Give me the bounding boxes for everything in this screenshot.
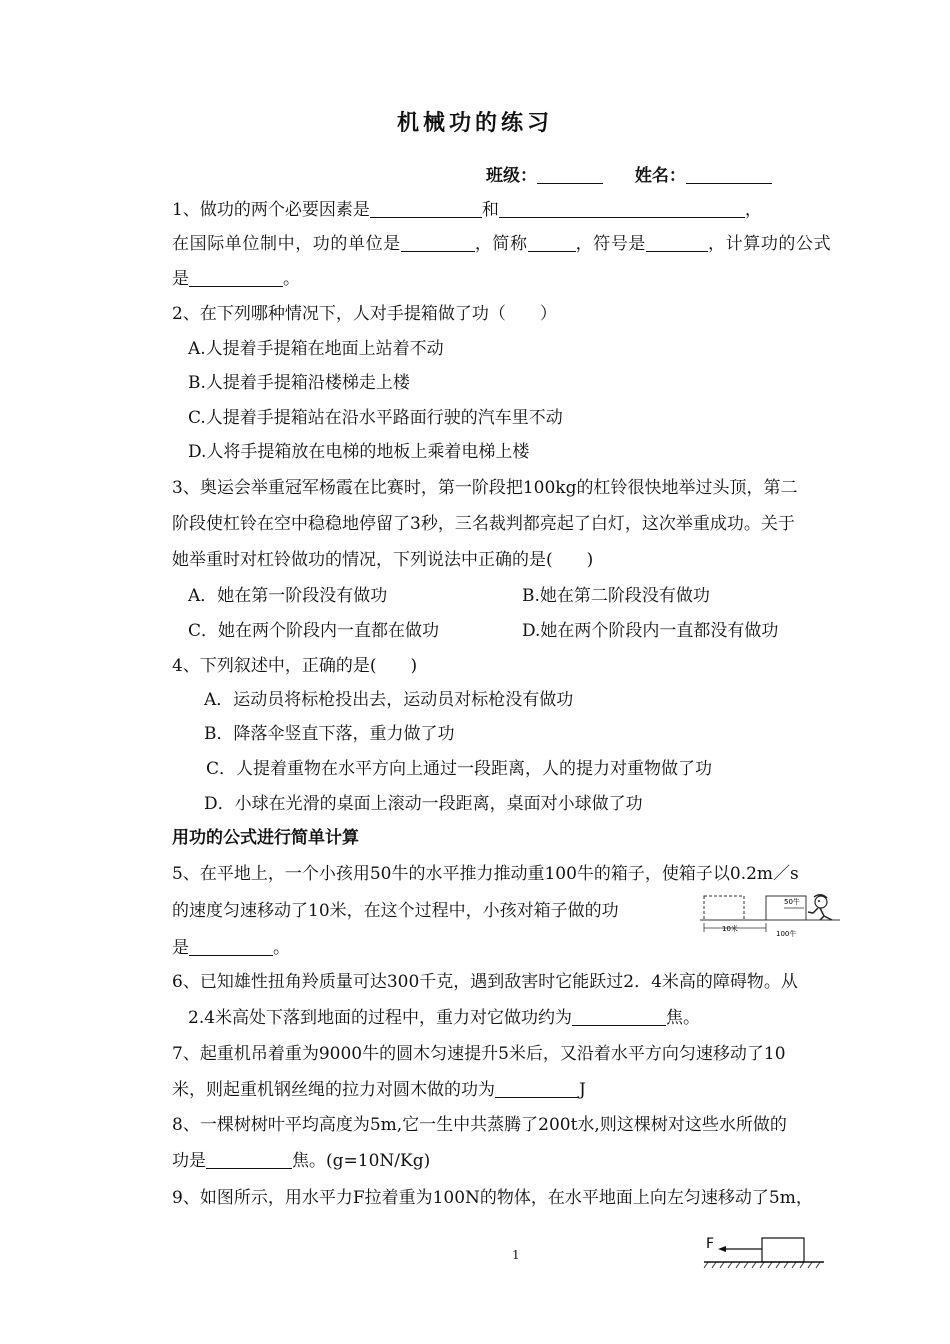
q7-blank[interactable] <box>495 1079 579 1098</box>
q8-text-b: 焦。(g=10N/Kg) <box>292 1151 431 1171</box>
q5-blank[interactable] <box>189 937 273 956</box>
fig-weight-label: 100牛 <box>776 930 797 938</box>
q5-line2: 的速度匀速移动了10米，在这个过程中，小孩对箱子做的功 <box>172 901 619 921</box>
q1-blank-5[interactable] <box>646 233 708 252</box>
q5-line3 <box>172 936 290 960</box>
q5-line1: 5、在平地上，一个小孩用50牛的水平推力推动重100牛的箱子，使箱子以0.2m／s <box>172 864 799 884</box>
section-title: 用功的公式进行简单计算 <box>172 828 359 848</box>
q2-option-a: A.人提着手提箱在地面上站着不动 <box>188 339 444 359</box>
q1-blank-6[interactable] <box>189 268 283 287</box>
q3-option-b: B.她在第二阶段没有做功 <box>522 586 710 606</box>
q9-line1: 9、如图所示，用水平力F拉着重为100N的物体，在水平地面上向左匀速移动了5m， <box>172 1188 813 1208</box>
q2-option-b: B.人提着手提箱沿楼梯走上楼 <box>188 373 410 393</box>
q3-line1: 3、奥运会举重冠军杨霞在比赛时，第一阶段把100kg的杠铃很快地举过头顶，第二 <box>172 478 798 498</box>
q5-text-a: 是 <box>172 938 189 958</box>
class-blank[interactable] <box>537 165 603 184</box>
box-start-dashed <box>704 896 744 920</box>
q7-text-a: 米，则起重机钢丝绳的拉力对圆木做的功为 <box>172 1080 495 1100</box>
q1-line2 <box>172 232 831 256</box>
header-fields <box>486 164 772 188</box>
fig-force-label: 50牛 <box>784 898 800 906</box>
q3-line2: 阶段使杠铃在空中稳稳地停留了3秒，三名裁判都亮起了白灯，这次举重成功。关于 <box>172 514 795 534</box>
q1-text-e: ，简称 <box>474 234 528 254</box>
q7-text-b: J <box>579 1080 586 1100</box>
q5-text-b: 。 <box>273 938 290 958</box>
q1-line3 <box>172 267 300 291</box>
q1-text-d: 在国际单位制中，功的单位是 <box>172 234 401 254</box>
q1-blank-1[interactable] <box>370 199 482 218</box>
q6-text-a: 2.4米高处下落到地面的过程中，重力对它做功约为 <box>188 1008 573 1028</box>
q4-option-d: D．小球在光滑的桌面上滚动一段距离，桌面对小球做了功 <box>204 794 643 814</box>
block-object <box>762 1238 804 1262</box>
q1-blank-2[interactable] <box>499 199 745 218</box>
q1-blank-3[interactable] <box>401 233 475 252</box>
page-number: 1 <box>512 1248 520 1262</box>
q2-stem: 2、在下列哪种情况下，人对手提箱做了功（ ） <box>172 304 557 324</box>
q1-text-h: 是 <box>172 269 189 289</box>
fig-distance-label: 10米 <box>722 925 738 933</box>
q3-option-a: A．她在第一阶段没有做功 <box>188 586 388 606</box>
q6-blank[interactable] <box>572 1007 666 1026</box>
q1-text-b: 和 <box>481 200 499 220</box>
q6-line1: 6、已知雄性扭角羚质量可达300千克，遇到敌害时它能跃过2．4米高的障碍物。从 <box>172 972 798 992</box>
q1-blank-4[interactable] <box>528 233 576 252</box>
name-label: 姓名： <box>634 166 686 186</box>
q7-line2 <box>172 1078 586 1102</box>
name-blank[interactable] <box>686 165 772 184</box>
q1-text-i: 。 <box>283 269 300 289</box>
q4-option-a: A．运动员将标枪投出去，运动员对标枪没有做功 <box>204 690 574 710</box>
q4-option-b: B．降落伞竖直下落，重力做了功 <box>204 724 455 744</box>
q3-option-c: C．她在两个阶段内一直都在做功 <box>188 621 440 641</box>
q2-option-d: D.人将手提箱放在电梯的地板上乘着电梯上楼 <box>188 442 530 462</box>
class-label: 班级： <box>486 166 537 186</box>
q8-text-a: 功是 <box>172 1151 206 1171</box>
q6-text-b: 焦。 <box>666 1008 701 1028</box>
q9-figure <box>700 1232 830 1278</box>
child-pushing-icon <box>808 895 832 920</box>
ground-hatch <box>704 1262 820 1268</box>
fig-force-f-label: F <box>706 1236 715 1252</box>
q1-line1 <box>172 198 762 222</box>
q8-blank[interactable] <box>206 1150 292 1169</box>
q5-figure <box>700 892 850 938</box>
q8-line1: 8、一棵树树叶平均高度为5m,它一生中共蒸腾了200t水,则这棵树对这些水所做的 <box>172 1115 787 1135</box>
q1-text-g: ，计算功的公式 <box>708 234 832 254</box>
q1-text-a: 1、做功的两个必要因素是 <box>172 200 370 220</box>
q3-option-d: D.她在两个阶段内一直都没有做功 <box>522 621 779 641</box>
q2-option-c: C.人提着手提箱站在沿水平路面行驶的汽车里不动 <box>188 408 563 428</box>
q1-text-c: ， <box>744 200 762 220</box>
page-title: 机械功的练习 <box>396 110 553 136</box>
q4-option-c: C．人提着重物在水平方向上通过一段距离，人的提力对重物做了功 <box>206 759 713 779</box>
q1-text-f: ，符号是 <box>575 234 647 254</box>
q7-line1: 7、起重机吊着重为9000牛的圆木匀速提升5米后，又沿着水平方向匀速移动了10 <box>172 1044 786 1064</box>
q3-line3: 她举重时对杠铃做功的情况，下列说法中正确的是( ) <box>172 550 594 570</box>
q8-line2 <box>172 1149 430 1173</box>
q6-line2 <box>188 1006 700 1030</box>
q4-stem: 4、下列叙述中，正确的是( ) <box>172 656 418 676</box>
